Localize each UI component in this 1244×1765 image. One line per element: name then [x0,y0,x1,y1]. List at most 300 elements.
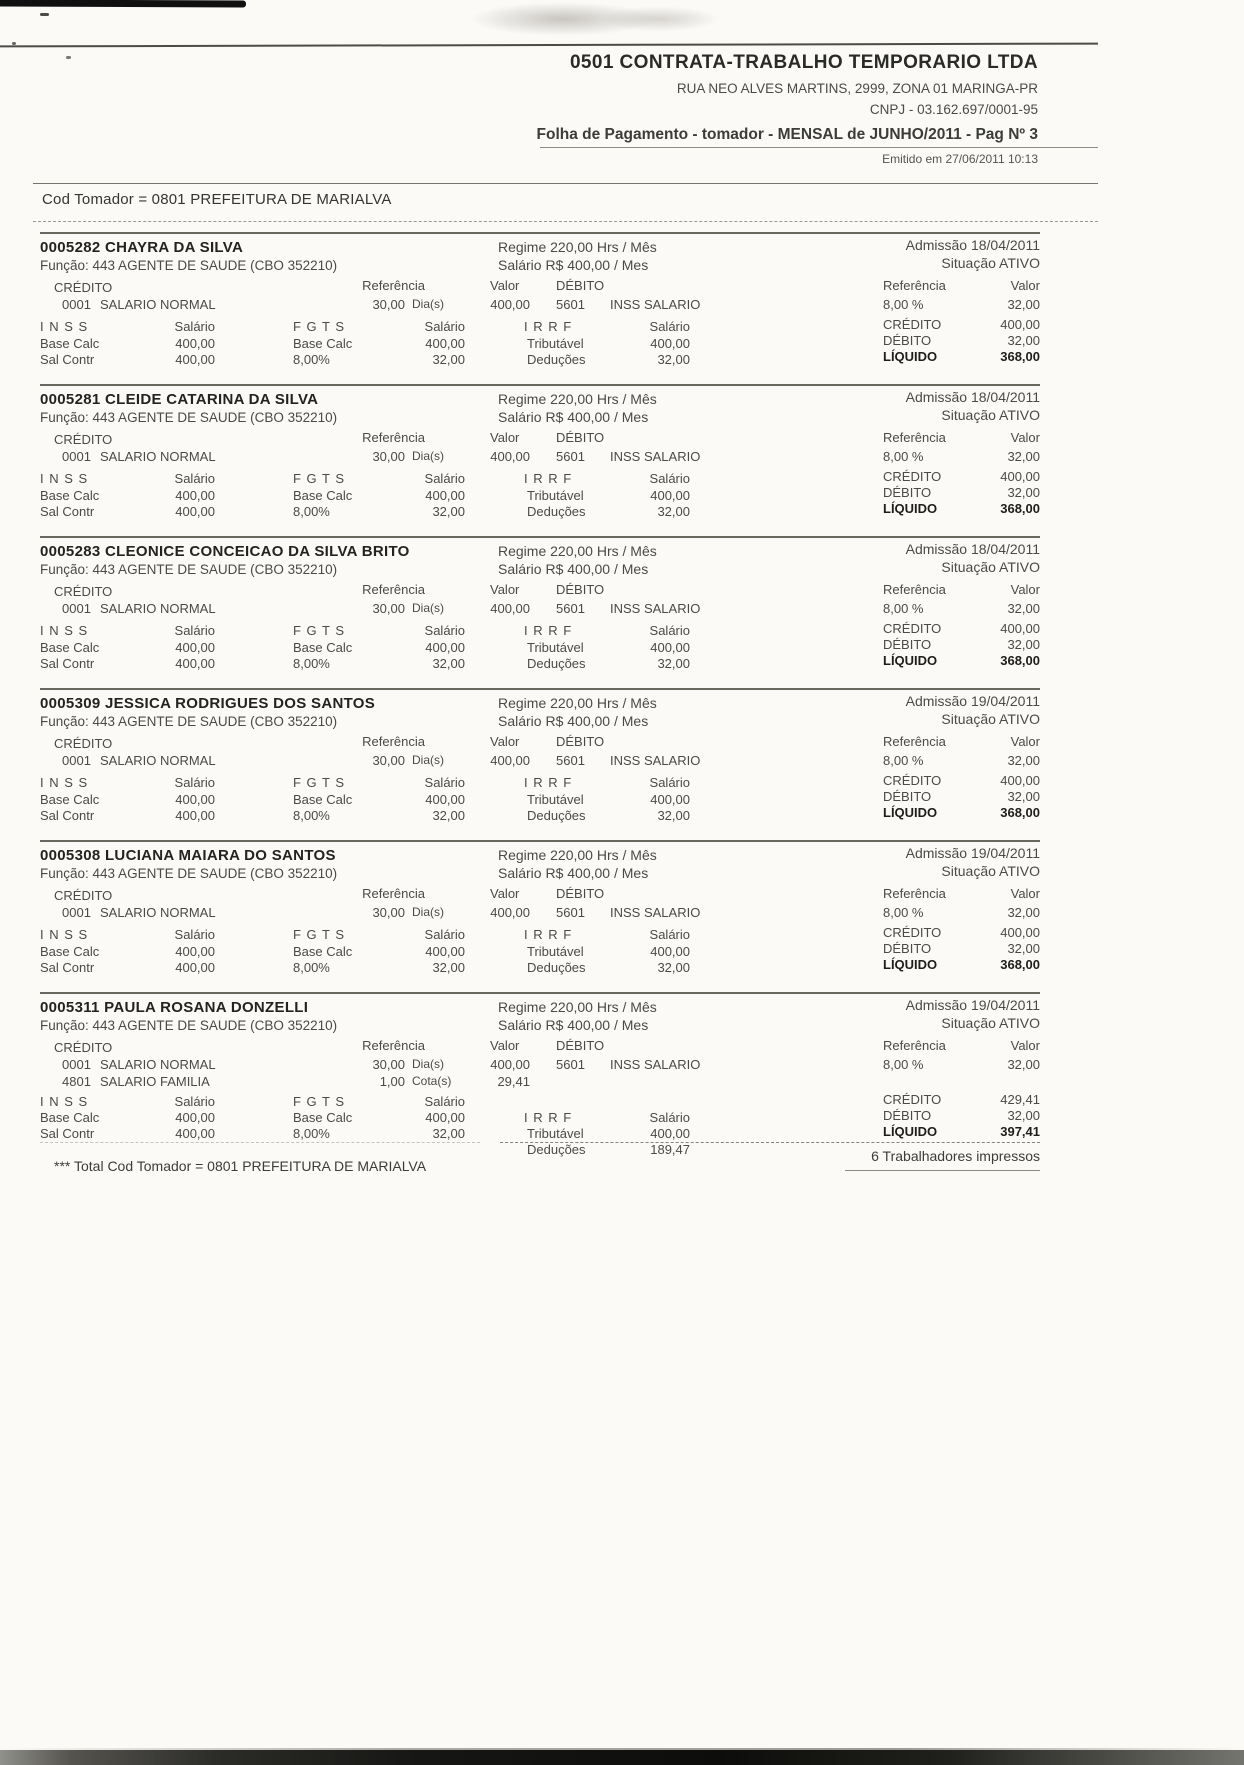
fgts-salary-col-header: Salário [424,319,465,334]
inss-sal-contr-value: 400,00 [175,1126,215,1141]
inss-base-calc-value: 400,00 [175,944,215,959]
debit-row-code: 5601 [556,905,585,920]
irrf-deductions-value: 32,00 [657,808,690,823]
total-debit-value: 32,00 [1007,789,1040,804]
debit-header: DÉBITO [556,734,605,749]
credit-row-reference: 30,00 [372,753,405,768]
employee-status: Situação ATIVO [941,863,1040,879]
total-credit-label: CRÉDITO [883,469,942,484]
fgts-header: F G T S [293,471,346,486]
irrf-taxable-label: Tributável [527,336,584,351]
net-pay-value: 368,00 [1000,957,1040,972]
irrf-deductions-value: 32,00 [657,960,690,975]
total-credit-label: CRÉDITO [883,925,942,940]
employee-code: 0005309 [40,695,101,712]
credit-row-desc: SALARIO NORMAL [100,297,216,312]
employee-role: Função: 443 AGENTE DE SAUDE (CBO 352210) [40,1018,338,1033]
net-pay-label: LÍQUIDO [883,349,938,364]
employee-block [40,992,1040,1160]
reference-header: Referência [362,886,425,901]
header-top-rule [0,43,1098,48]
inss-base-calc-label: Base Calc [40,1110,100,1125]
fgts-salary-col-header: Salário [424,775,465,790]
irrf-salary-col-header: Salário [649,927,690,942]
scan-artifact-speck [40,13,49,16]
employee-admission: Admissão 19/04/2011 [905,997,1040,1013]
credit-row-code: 0001 [62,601,91,616]
fgts-header: F G T S [293,927,346,942]
value-header-right: Valor [1010,886,1040,901]
credit-row-desc: SALARIO NORMAL [100,449,216,464]
debit-row-desc: INSS SALARIO [610,297,701,312]
fgts-base-calc-label: Base Calc [293,336,353,351]
total-debit-value: 32,00 [1007,1108,1040,1123]
value-header: Valor [490,278,520,293]
credit-row-desc: SALARIO NORMAL [100,1057,216,1072]
debit-row-code: 5601 [556,601,585,616]
value-header: Valor [490,734,520,749]
company-address: RUA NEO ALVES MARTINS, 2999, ZONA 01 MARINGA-PR [676,81,1038,96]
employee-salary: Salário R$ 400,00 / Mes [498,865,649,881]
employee-fullname: JESSICA RODRIGUES DOS SANTOS [104,695,376,712]
debit-row-code: 5601 [556,297,585,312]
value-header-right: Valor [1010,1038,1040,1053]
footer-rule-faint [40,1142,480,1143]
debit-row-value: 32,00 [1007,449,1040,464]
net-pay-label: LÍQUIDO [883,653,938,668]
company-name: 0501 CONTRATA-TRABALHO TEMPORARIO LTDA [569,52,1038,73]
fgts-rate: 8,00% [293,1126,330,1141]
debit-header: DÉBITO [556,1038,605,1053]
employee-code: 0005308 [40,847,101,864]
credit-header: CRÉDITO [54,1040,113,1055]
inss-header: I N S S [40,1094,89,1109]
fgts-base-calc-value: 400,00 [425,944,465,959]
value-header: Valor [490,430,520,445]
debit-header: DÉBITO [556,430,605,445]
employee-regime: Regime 220,00 Hrs / Mês [498,543,657,559]
employee-salary: Salário R$ 400,00 / Mes [498,257,649,273]
employee-fullname: PAULA ROSANA DONZELLI [104,999,309,1016]
employee-fullname: CHAYRA DA SILVA [104,239,244,256]
debit-row-reference: 8,00 % [883,1057,924,1072]
total-debit-value: 32,00 [1007,485,1040,500]
debit-row-desc: INSS SALARIO [610,753,701,768]
debit-row-desc: INSS SALARIO [610,601,701,616]
fgts-salary-col-header: Salário [424,471,465,486]
reference-header: Referência [362,582,425,597]
inss-base-calc-label: Base Calc [40,944,100,959]
reference-header-right: Referência [883,582,946,597]
irrf-deductions-label: Deduções [527,808,586,823]
irrf-salary-col-header: Salário [649,775,690,790]
debit-row-desc: INSS SALARIO [610,449,701,464]
employee-blocks [40,232,1040,1160]
debit-row-reference: 8,00 % [883,905,924,920]
employee-status: Situação ATIVO [941,407,1040,423]
inss-base-calc-label: Base Calc [40,488,100,503]
employee-name [40,543,410,560]
net-pay-value: 368,00 [1000,501,1040,516]
employee-regime: Regime 220,00 Hrs / Mês [498,239,657,255]
emitted-timestamp: Emitido em 27/06/2011 10:13 [882,152,1038,166]
fgts-base-calc-value: 400,00 [425,336,465,351]
fgts-rate: 8,00% [293,352,330,367]
fgts-value: 32,00 [432,352,465,367]
fgts-rate: 8,00% [293,656,330,671]
employee-admission: Admissão 18/04/2011 [905,389,1040,405]
inss-salary-col-header: Salário [174,471,215,486]
fgts-header: F G T S [293,775,346,790]
irrf-salary-col-header: Salário [649,623,690,638]
debit-row-code: 5601 [556,449,585,464]
inss-salary-col-header: Salário [174,319,215,334]
net-pay-value: 368,00 [1000,349,1040,364]
employee-name [40,239,243,256]
reference-header-right: Referência [883,886,946,901]
irrf-deductions-value: 32,00 [657,504,690,519]
header-bottom-rule [33,183,1098,184]
credit-row-unit: Dia(s) [412,753,444,767]
reference-header-right: Referência [883,1038,946,1053]
workers-printed-count: 6 Trabalhadores impressos [871,1148,1040,1164]
inss-sal-contr-label: Sal Contr [40,656,95,671]
fgts-base-calc-label: Base Calc [293,1110,353,1125]
fgts-header: F G T S [293,319,346,334]
debit-row-desc: INSS SALARIO [610,905,701,920]
irrf-taxable-label: Tributável [527,792,584,807]
total-credit-value: 429,41 [1000,1092,1040,1107]
credit-row-reference: 30,00 [372,449,405,464]
fgts-base-calc-label: Base Calc [293,640,353,655]
tomador-total-line: *** Total Cod Tomador = 0801 PREFEITURA DE MARIALVA [54,1158,427,1174]
value-header: Valor [490,886,520,901]
employee-admission: Admissão 18/04/2011 [905,541,1040,557]
fgts-base-calc-value: 400,00 [425,640,465,655]
inss-base-calc-value: 400,00 [175,792,215,807]
employee-status: Situação ATIVO [941,711,1040,727]
workers-printed-rule [845,1170,1040,1171]
inss-base-calc-label: Base Calc [40,792,100,807]
employee-code: 0005311 [40,999,100,1016]
value-header-right: Valor [1010,430,1040,445]
irrf-taxable-label: Tributável [527,1126,584,1141]
irrf-deductions-label: Deduções [527,1142,586,1157]
employee-name [40,999,308,1016]
credit-row-unit: Dia(s) [412,1057,444,1071]
fgts-salary-col-header: Salário [424,927,465,942]
total-debit-label: DÉBITO [883,637,932,652]
employee-regime: Regime 220,00 Hrs / Mês [498,695,657,711]
credit-row2-code: 4801 [62,1074,91,1089]
value-header-right: Valor [1010,582,1040,597]
value-header-right: Valor [1010,278,1040,293]
reference-header-right: Referência [883,430,946,445]
credit-header: CRÉDITO [54,584,113,599]
reference-header: Referência [362,1038,425,1053]
irrf-header: I R R F [524,471,573,486]
inss-header: I N S S [40,927,89,942]
total-credit-value: 400,00 [1000,469,1040,484]
irrf-deductions-value: 32,00 [657,656,690,671]
employee-salary: Salário R$ 400,00 / Mes [498,409,649,425]
inss-sal-contr-label: Sal Contr [40,808,95,823]
irrf-taxable-value: 400,00 [650,336,690,351]
reference-header-right: Referência [883,278,946,293]
irrf-taxable-label: Tributável [527,488,584,503]
fgts-base-calc-label: Base Calc [293,944,353,959]
inss-sal-contr-label: Sal Contr [40,1126,95,1141]
credit-row-code: 0001 [62,753,91,768]
irrf-deductions-value: 32,00 [657,352,690,367]
credit-row-value: 400,00 [490,753,530,768]
irrf-header: I R R F [524,775,573,790]
fgts-value: 32,00 [432,656,465,671]
credit-row-code: 0001 [62,297,91,312]
total-debit-label: DÉBITO [883,789,932,804]
net-pay-label: LÍQUIDO [883,805,938,820]
net-pay-label: LÍQUIDO [883,501,938,516]
inss-header: I N S S [40,775,89,790]
irrf-deductions-label: Deduções [527,656,586,671]
fgts-value: 32,00 [432,1126,465,1141]
fgts-header: F G T S [293,623,346,638]
company-cnpj: CNPJ - 03.162.697/0001-95 [869,102,1038,117]
irrf-header: I R R F [524,927,573,942]
debit-row-reference: 8,00 % [883,753,924,768]
employee-fullname: CLEONICE CONCEICAO DA SILVA BRITO [104,543,410,560]
inss-salary-col-header: Salário [174,623,215,638]
total-credit-label: CRÉDITO [883,621,942,636]
employee-name [40,695,375,712]
page-footer [40,1148,1040,1188]
inss-base-calc-value: 400,00 [175,488,215,503]
inss-sal-contr-value: 400,00 [175,504,215,519]
inss-salary-col-header: Salário [174,1094,215,1109]
employee-role: Função: 443 AGENTE DE SAUDE (CBO 352210) [40,866,338,881]
total-credit-label: CRÉDITO [883,773,942,788]
employee-code: 0005283 [40,543,101,560]
debit-row-reference: 8,00 % [883,297,924,312]
footer-rule [500,1142,1040,1143]
net-pay-label: LÍQUIDO [883,1124,938,1139]
credit-row-code: 0001 [62,449,91,464]
debit-header: DÉBITO [556,278,605,293]
document-header [0,52,1038,144]
value-header-right: Valor [1010,734,1040,749]
fgts-salary-col-header: Salário [424,623,465,638]
debit-row-value: 32,00 [1007,905,1040,920]
credit-row-value: 400,00 [490,449,530,464]
inss-sal-contr-label: Sal Contr [40,960,95,975]
debit-row-code: 5601 [556,753,585,768]
credit-row-unit: Dia(s) [412,601,444,615]
employee-regime: Regime 220,00 Hrs / Mês [498,391,657,407]
reference-header: Referência [362,734,425,749]
total-credit-label: CRÉDITO [883,1092,942,1107]
debit-row-reference: 8,00 % [883,601,924,616]
fgts-salary-col-header: Salário [424,1094,465,1109]
employee-block [40,232,1040,384]
inss-base-calc-value: 400,00 [175,336,215,351]
fgts-base-calc-value: 400,00 [425,792,465,807]
inss-salary-col-header: Salário [174,775,215,790]
credit-row-value: 400,00 [490,905,530,920]
irrf-deductions-label: Deduções [527,504,586,519]
inss-sal-contr-value: 400,00 [175,960,215,975]
employee-role: Função: 443 AGENTE DE SAUDE (CBO 352210) [40,714,338,729]
fgts-base-calc-label: Base Calc [293,792,353,807]
employee-admission: Admissão 18/04/2011 [905,237,1040,253]
total-debit-value: 32,00 [1007,333,1040,348]
employee-code: 0005282 [40,239,101,256]
credit-row-value: 400,00 [490,601,530,616]
credit-header: CRÉDITO [54,888,113,903]
total-debit-label: DÉBITO [883,485,932,500]
inss-base-calc-value: 400,00 [175,1110,215,1125]
total-credit-value: 400,00 [1000,925,1040,940]
credit-header: CRÉDITO [54,432,113,447]
reference-header: Referência [362,430,425,445]
fgts-rate: 8,00% [293,504,330,519]
irrf-taxable-label: Tributável [527,640,584,655]
inss-header: I N S S [40,623,89,638]
employee-code: 0005281 [40,391,101,408]
irrf-salary-col-header: Salário [649,319,690,334]
header-mid-rule [540,147,1098,148]
credit-row-reference: 30,00 [372,905,405,920]
inss-header: I N S S [40,471,89,486]
employee-name [40,847,336,864]
credit-row2-reference: 1,00 [379,1074,405,1089]
document-title: Folha de Pagamento - tomador - MENSAL de JUNHO/2011 - Pag Nº 3 [536,126,1038,143]
total-debit-value: 32,00 [1007,637,1040,652]
credit-row2-desc: SALARIO FAMILIA [100,1074,210,1089]
total-debit-label: DÉBITO [883,333,932,348]
employee-block [40,688,1040,840]
employee-fullname: LUCIANA MAIARA DO SANTOS [104,847,336,864]
debit-row-reference: 8,00 % [883,449,924,464]
debit-row-code: 5601 [556,1057,585,1072]
irrf-taxable-value: 400,00 [650,640,690,655]
fgts-rate: 8,00% [293,808,330,823]
employee-status: Situação ATIVO [941,255,1040,271]
employee-block [40,840,1040,992]
reference-header: Referência [362,278,425,293]
irrf-header: I R R F [524,623,573,638]
credit-row-unit: Dia(s) [412,297,444,311]
inss-base-calc-value: 400,00 [175,640,215,655]
credit-row-code: 0001 [62,905,91,920]
irrf-header: I R R F [524,319,573,334]
employee-status: Situação ATIVO [941,559,1040,575]
tomador-code-line: Cod Tomador = 0801 PREFEITURA DE MARIALVA [42,191,392,208]
irrf-header: I R R F [524,1110,573,1125]
employee-block [40,384,1040,536]
fgts-rate: 8,00% [293,960,330,975]
employee-admission: Admissão 19/04/2011 [905,693,1040,709]
fgts-base-calc-value: 400,00 [425,488,465,503]
employee-role: Função: 443 AGENTE DE SAUDE (CBO 352210) [40,562,338,577]
employee-admission: Admissão 19/04/2011 [905,845,1040,861]
total-credit-value: 400,00 [1000,317,1040,332]
inss-sal-contr-label: Sal Contr [40,504,95,519]
employee-salary: Salário R$ 400,00 / Mes [498,561,649,577]
fgts-base-calc-label: Base Calc [293,488,353,503]
inss-sal-contr-value: 400,00 [175,808,215,823]
employee-regime: Regime 220,00 Hrs / Mês [498,847,657,863]
credit-row-value: 400,00 [490,1057,530,1072]
tomador-rule [33,221,1098,222]
net-pay-value: 368,00 [1000,805,1040,820]
credit-row-reference: 30,00 [372,601,405,616]
net-pay-value: 397,41 [1000,1124,1040,1139]
total-credit-label: CRÉDITO [883,317,942,332]
credit-row2-unit: Cota(s) [412,1074,452,1088]
debit-row-value: 32,00 [1007,601,1040,616]
credit-row-reference: 30,00 [372,1057,405,1072]
credit-row-desc: SALARIO NORMAL [100,753,216,768]
scan-artifact-bottom-band [0,1750,1244,1765]
debit-header: DÉBITO [556,582,605,597]
credit-header: CRÉDITO [54,280,113,295]
credit-row-desc: SALARIO NORMAL [100,601,216,616]
inss-sal-contr-value: 400,00 [175,656,215,671]
debit-row-desc: INSS SALARIO [610,1057,701,1072]
employee-fullname: CLEIDE CATARINA DA SILVA [104,391,319,408]
total-debit-value: 32,00 [1007,941,1040,956]
irrf-salary-col-header: Salário [649,471,690,486]
employee-name [40,391,318,408]
credit-row-code: 0001 [62,1057,91,1072]
debit-row-value: 32,00 [1007,753,1040,768]
inss-salary-col-header: Salário [174,927,215,942]
reference-header-right: Referência [883,734,946,749]
employee-block [40,536,1040,688]
debit-row-value: 32,00 [1007,1057,1040,1072]
net-pay-label: LÍQUIDO [883,957,938,972]
employee-salary: Salário R$ 400,00 / Mes [498,1017,649,1033]
total-credit-value: 400,00 [1000,621,1040,636]
scan-artifact-smudge [600,6,720,32]
credit-row-value: 400,00 [490,297,530,312]
irrf-deductions-label: Deduções [527,960,586,975]
fgts-value: 32,00 [432,504,465,519]
inss-sal-contr-value: 400,00 [175,352,215,367]
irrf-taxable-value: 400,00 [650,488,690,503]
inss-header: I N S S [40,319,89,334]
employee-role: Função: 443 AGENTE DE SAUDE (CBO 352210) [40,258,338,273]
fgts-base-calc-value: 400,00 [425,1110,465,1125]
employee-salary: Salário R$ 400,00 / Mes [498,713,649,729]
debit-row-value: 32,00 [1007,297,1040,312]
total-debit-label: DÉBITO [883,1108,932,1123]
credit-header: CRÉDITO [54,736,113,751]
irrf-taxable-label: Tributável [527,944,584,959]
inss-base-calc-label: Base Calc [40,640,100,655]
inss-sal-contr-label: Sal Contr [40,352,95,367]
credit-row-desc: SALARIO NORMAL [100,905,216,920]
employee-status: Situação ATIVO [941,1015,1040,1031]
irrf-salary-col-header: Salário [649,1110,690,1125]
irrf-taxable-value: 400,00 [650,1126,690,1141]
fgts-value: 32,00 [432,960,465,975]
irrf-taxable-value: 400,00 [650,944,690,959]
value-header: Valor [490,582,520,597]
total-debit-label: DÉBITO [883,941,932,956]
credit-row2-value: 29,41 [497,1074,530,1089]
credit-row-unit: Dia(s) [412,449,444,463]
